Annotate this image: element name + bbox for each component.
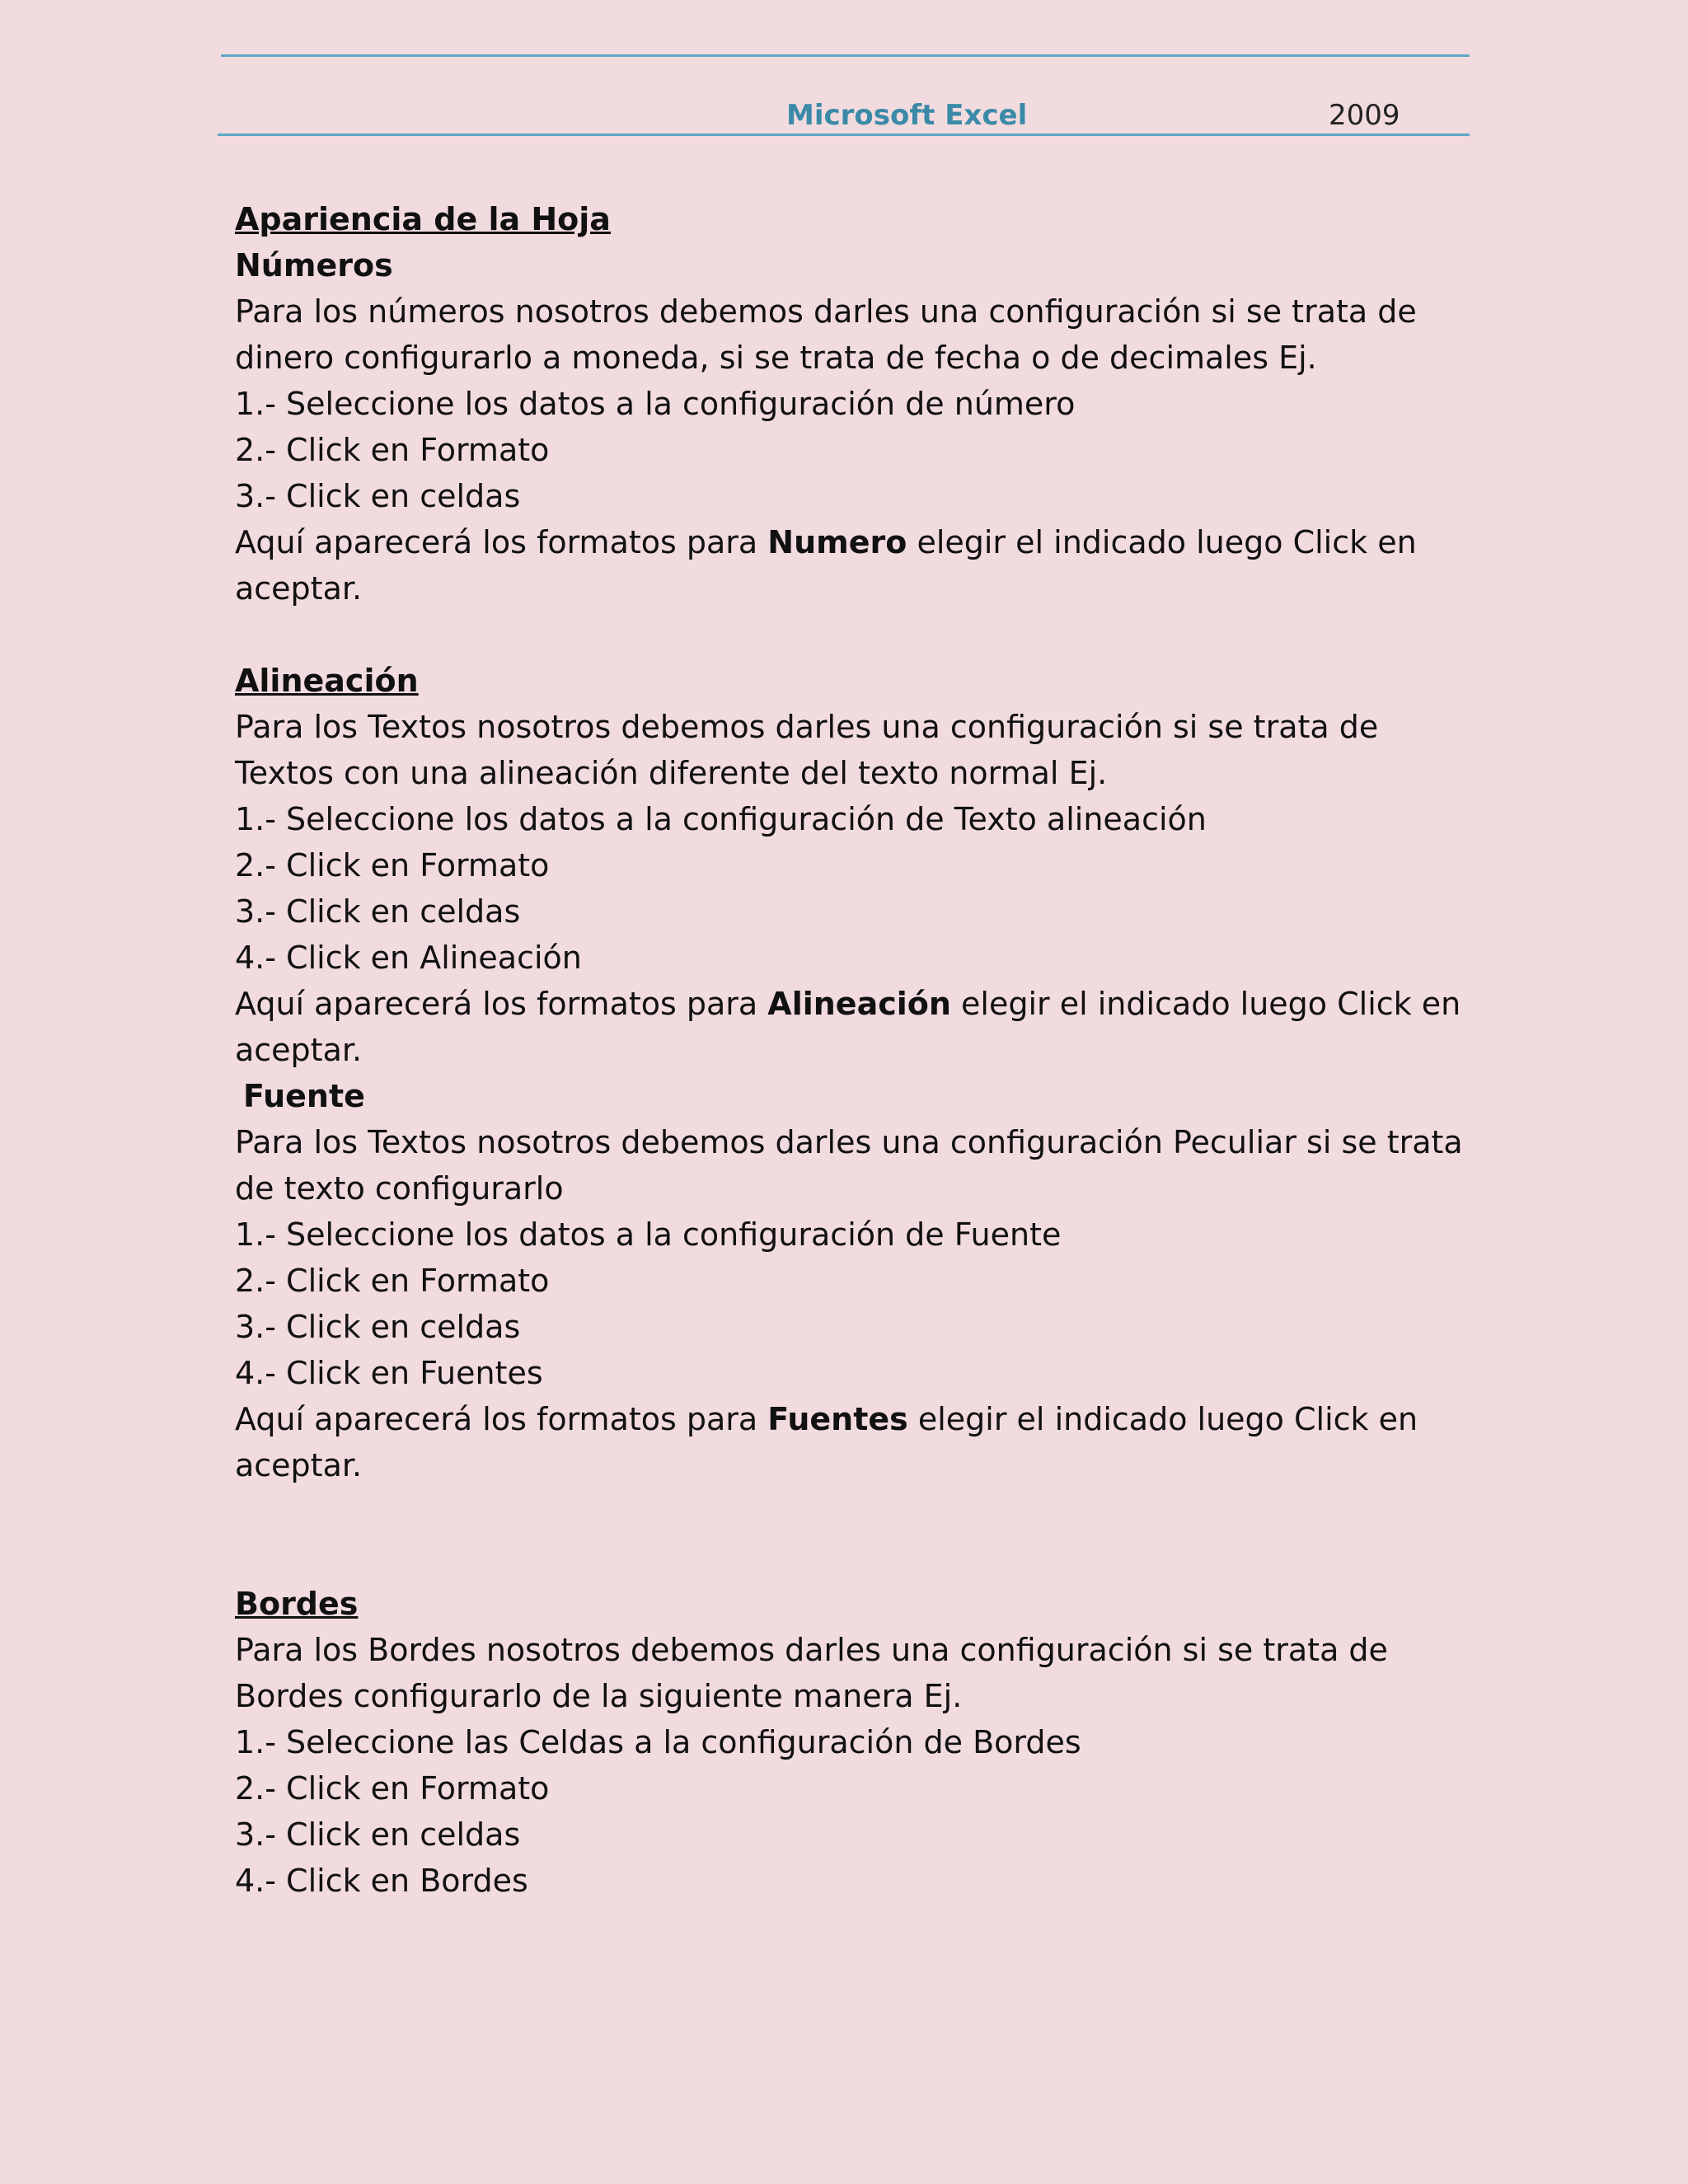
paragraph-line: Textos con una alineación diferente del texto normal Ej. (235, 755, 1108, 791)
step-line: 2.- Click en Formato (235, 432, 550, 468)
step-line: 4.- Click en Fuentes (235, 1355, 543, 1391)
step-line: 2.- Click en Formato (235, 1263, 550, 1299)
result-text: elegir el indicado luego Click en (950, 986, 1461, 1022)
spacer (235, 1535, 1471, 1581)
result-text: elegir el indicado luego Click en (907, 1401, 1418, 1437)
result-keyword: Fuentes (767, 1401, 908, 1437)
step-line: 4.- Click en Alineación (235, 940, 582, 976)
result-text: Aquí aparecerá los formatos para (235, 524, 768, 560)
result-keyword: Numero (767, 524, 907, 560)
spacer (235, 612, 1471, 658)
result-keyword: Alineación (767, 986, 951, 1022)
result-line (235, 519, 1471, 565)
paragraph-line: Para los números nosotros debemos darles una configuración si se trata de (235, 293, 1417, 330)
section-title-bordes: Bordes (235, 1586, 359, 1622)
header-rule-top (221, 54, 1470, 57)
step-line: 4.- Click en Bordes (235, 1863, 528, 1899)
result-end: aceptar. (235, 570, 363, 607)
result-line (235, 1396, 1471, 1442)
header-rule-bottom (218, 134, 1470, 136)
step-line: 2.- Click en Formato (235, 847, 550, 883)
section-title-alineacion: Alineación (235, 663, 419, 699)
result-line (235, 981, 1471, 1027)
paragraph-line: Para los Textos nosotros debemos darles una configuración si se trata de (235, 709, 1379, 745)
subsection-title-numeros: Números (235, 247, 393, 284)
result-end: aceptar. (235, 1032, 363, 1068)
step-line: 1.- Seleccione los datos a la configuración de Fuente (235, 1216, 1062, 1253)
step-line: 1.- Seleccione los datos a la configuración de Texto alineación (235, 801, 1207, 837)
paragraph-line: dinero configurarlo a moneda, si se trata de fecha o de decimales Ej. (235, 340, 1317, 376)
spacer (235, 1488, 1471, 1535)
paragraph-line: Para los Textos nosotros debemos darles una configuración Peculiar si se trata (235, 1124, 1463, 1160)
step-line: 3.- Click en celdas (235, 1309, 521, 1345)
paragraph-line: Bordes configurarlo de la siguiente manera Ej. (235, 1678, 963, 1714)
step-line: 3.- Click en celdas (235, 1816, 521, 1853)
step-line: 3.- Click en celdas (235, 893, 521, 930)
paragraph-line: Para los Bordes nosotros debemos darles una configuración si se trata de (235, 1632, 1388, 1668)
result-text: Aquí aparecerá los formatos para (235, 986, 768, 1022)
section-title-fuente: Fuente (243, 1078, 365, 1114)
document-body (235, 196, 1471, 1904)
paragraph-line: de texto configurarlo (235, 1170, 564, 1207)
result-text: Aquí aparecerá los formatos para (235, 1401, 768, 1437)
result-end: aceptar. (235, 1447, 363, 1483)
step-line: 1.- Seleccione las Celdas a la configuración de Bordes (235, 1724, 1081, 1760)
header-year: 2009 (1329, 99, 1400, 132)
step-line: 3.- Click en celdas (235, 478, 521, 514)
section-title-apariencia: Apariencia de la Hoja (235, 201, 611, 237)
header-title: Microsoft Excel (786, 99, 1028, 132)
result-text: elegir el indicado luego Click en (907, 524, 1417, 560)
step-line: 1.- Seleccione los datos a la configuración de número (235, 386, 1076, 422)
step-line: 2.- Click en Formato (235, 1770, 550, 1807)
